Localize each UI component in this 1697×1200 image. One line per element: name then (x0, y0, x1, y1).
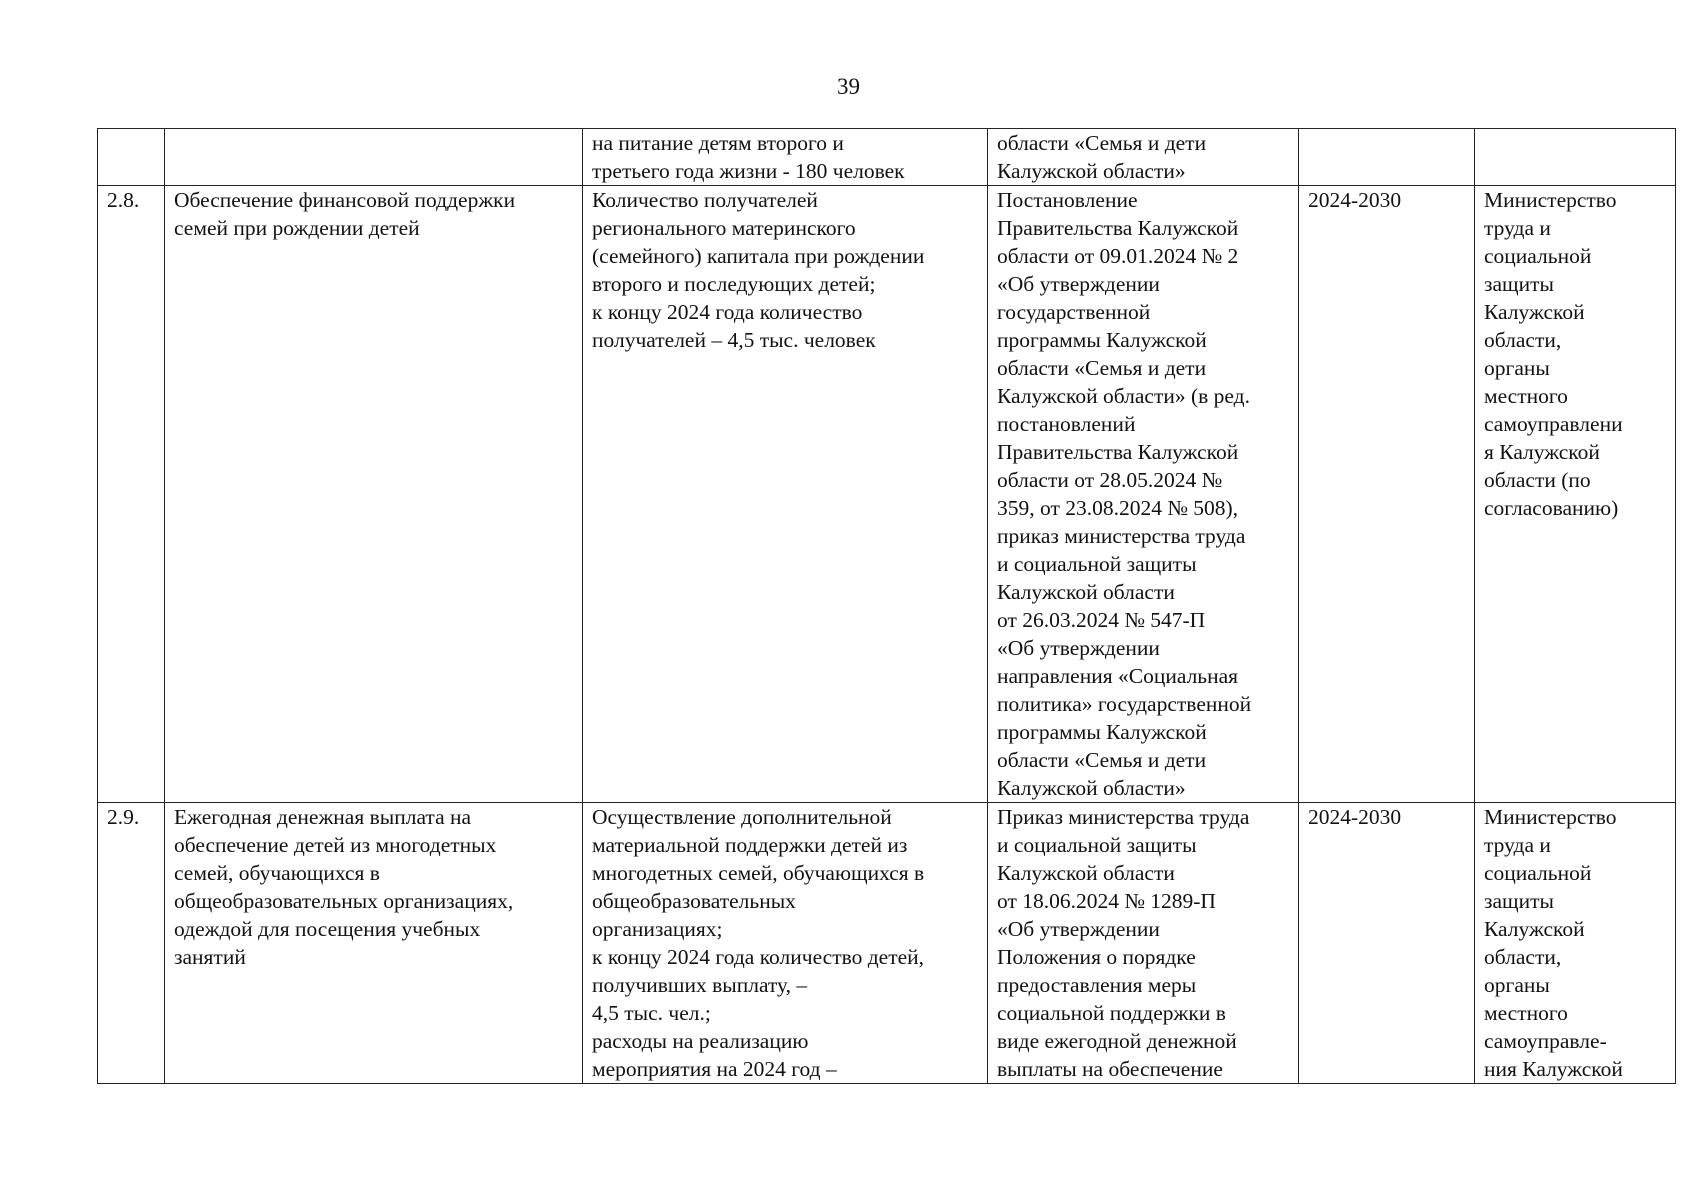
cell-text-line: 2.8. (107, 188, 140, 212)
cell-text-line: государственной (997, 300, 1151, 324)
cell-text-line: Правительства Калужской (997, 440, 1239, 464)
cell-text-line: труда и (1484, 833, 1551, 857)
cell-text-line: и социальной защиты (997, 833, 1197, 857)
cell-text-line: получивших выплату, – (592, 973, 808, 997)
cell-number (98, 186, 165, 803)
cell-text-line: обеспечение детей из многодетных (174, 833, 497, 857)
cell-text-line: 2.9. (107, 805, 140, 829)
cell-text-line: Министерство (1484, 805, 1617, 829)
cell-text-line: (семейного) капитала при рождении (592, 244, 925, 268)
cell-text-line: третьего года жизни - 180 человек (592, 159, 905, 183)
cell-text-line: «Об утверждении (997, 917, 1160, 941)
cell-text-line: семей при рождении детей (174, 216, 420, 240)
cell-text-line: ния Калужской (1484, 1057, 1623, 1081)
cell-text-line: защиты (1484, 889, 1554, 913)
cell-period (1299, 803, 1475, 1084)
cell-text-line: Калужской области (997, 861, 1175, 885)
table-row (98, 186, 1676, 803)
cell-text-line: программы Калужской (997, 328, 1207, 352)
cell-text-line: Калужской области (997, 580, 1175, 604)
page-number: 39 (837, 74, 860, 99)
cell-text-line: социальной (1484, 244, 1592, 268)
cell-text-line: согласованию) (1484, 496, 1619, 520)
cell-measure-name (165, 186, 583, 803)
cell-indicator (583, 186, 988, 803)
cell-text-line: получателей – 4,5 тыс. человек (592, 328, 876, 352)
cell-text-line: Ежегодная денежная выплата на (174, 805, 472, 829)
cell-text-line: регионального материнского (592, 216, 856, 240)
table-body (98, 129, 1676, 1084)
cell-text-line: Количество получателей (592, 188, 818, 212)
table-row (98, 803, 1676, 1084)
cell-measure-name (165, 803, 583, 1084)
cell-text-line: многодетных семей, обучающихся в (592, 861, 925, 885)
cell-text-line: политика» государственной (997, 692, 1252, 716)
cell-text-line: от 18.06.2024 № 1289-П (997, 889, 1216, 913)
cell-text-line: виде ежегодной денежной (997, 1029, 1237, 1053)
cell-text-line: области «Семья и дети (997, 748, 1207, 772)
cell-text-line: «Об утверждении (997, 636, 1160, 660)
cell-number (98, 803, 165, 1084)
cell-text-line: Министерство (1484, 188, 1617, 212)
cell-period (1299, 186, 1475, 803)
cell-text-line: органы (1484, 356, 1550, 380)
cell-indicator (583, 803, 988, 1084)
cell-text-line: органы (1484, 973, 1550, 997)
cell-executor (1475, 803, 1676, 1084)
cell-legal-document (988, 803, 1299, 1084)
cell-text-line: 2024-2030 (1308, 188, 1402, 212)
cell-text-line: Калужской области» (в ред. (997, 384, 1250, 408)
cell-text-line: направления «Социальная (997, 664, 1239, 688)
cell-measure-name (165, 129, 583, 186)
cell-executor (1475, 129, 1676, 186)
cell-legal-document (988, 129, 1299, 186)
cell-text-line: Обеспечение финансовой поддержки (174, 188, 516, 212)
cell-text-line: Приказ министерства труда (997, 805, 1250, 829)
cell-text-line: семей, обучающихся в (174, 861, 380, 885)
cell-text-line: Положения о порядке (997, 945, 1196, 969)
cell-text-line: одеждой для посещения учебных (174, 917, 481, 941)
cell-text-line: области «Семья и дети (997, 356, 1207, 380)
cell-text-line: Калужской области» (997, 776, 1186, 800)
table-row (98, 129, 1676, 186)
cell-text-line: к концу 2024 года количество детей, (592, 945, 925, 969)
cell-text-line: 4,5 тыс. чел.; (592, 1001, 711, 1025)
cell-text-line: предоставления меры (997, 973, 1197, 997)
cell-text-line: от 26.03.2024 № 547-П (997, 608, 1206, 632)
cell-text-line: области, (1484, 328, 1562, 352)
cell-text-line: Калужской (1484, 300, 1585, 324)
cell-text-line: приказ министерства труда (997, 524, 1246, 548)
cell-text-line: мероприятия на 2024 год – (592, 1057, 837, 1081)
cell-executor (1475, 186, 1676, 803)
cell-text-line: организациях; (592, 917, 723, 941)
cell-indicator (583, 129, 988, 186)
cell-text-line: Постановление (997, 188, 1138, 212)
cell-text-line: труда и (1484, 216, 1551, 240)
cell-text-line: области от 28.05.2024 № (997, 468, 1223, 492)
cell-text-line: самоуправлени (1484, 412, 1623, 436)
cell-text-line: постановлений (997, 412, 1136, 436)
cell-text-line: общеобразовательных организациях, (174, 889, 514, 913)
cell-text-line: расходы на реализацию (592, 1029, 809, 1053)
cell-period (1299, 129, 1475, 186)
cell-text-line: области «Семья и дети (997, 131, 1207, 155)
cell-text-line: 359, от 23.08.2024 № 508), (997, 496, 1239, 520)
cell-text-line: 2024-2030 (1308, 805, 1402, 829)
cell-text-line: я Калужской (1484, 440, 1600, 464)
measures-table (97, 128, 1676, 1084)
cell-text-line: «Об утверждении (997, 272, 1160, 296)
cell-text-line: к концу 2024 года количество (592, 300, 863, 324)
cell-text-line: Калужской области» (997, 159, 1186, 183)
cell-text-line: Калужской (1484, 917, 1585, 941)
cell-text-line: программы Калужской (997, 720, 1207, 744)
cell-text-line: выплаты на обеспечение (997, 1057, 1223, 1081)
cell-text-line: общеобразовательных (592, 889, 796, 913)
cell-number (98, 129, 165, 186)
cell-text-line: Осуществление дополнительной (592, 805, 892, 829)
cell-text-line: защиты (1484, 272, 1554, 296)
cell-text-line: материальной поддержки детей из (592, 833, 908, 857)
cell-text-line: на питание детям второго и (592, 131, 844, 155)
cell-text-line: местного (1484, 1001, 1568, 1025)
cell-text-line: самоуправле- (1484, 1029, 1607, 1053)
cell-legal-document (988, 186, 1299, 803)
cell-text-line: области (по (1484, 468, 1591, 492)
cell-text-line: области от 09.01.2024 № 2 (997, 244, 1239, 268)
cell-text-line: местного (1484, 384, 1568, 408)
cell-text-line: социальной поддержки в (997, 1001, 1226, 1025)
cell-text-line: Правительства Калужской (997, 216, 1239, 240)
cell-text-line: занятий (174, 945, 246, 969)
cell-text-line: социальной (1484, 861, 1592, 885)
cell-text-line: и социальной защиты (997, 552, 1197, 576)
cell-text-line: второго и последующих детей; (592, 272, 876, 296)
cell-text-line: области, (1484, 945, 1562, 969)
